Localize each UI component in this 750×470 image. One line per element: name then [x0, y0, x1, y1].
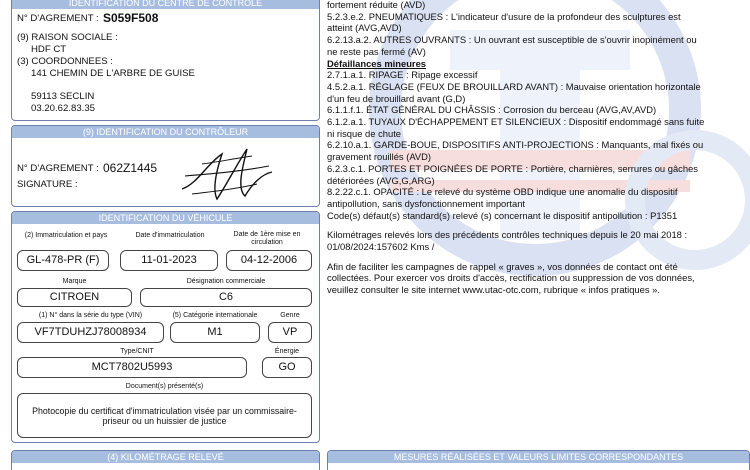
- controleur-header: (9) IDENTIFICATION DU CONTRÔLEUR: [12, 126, 319, 138]
- centre-agrement-label: N° D'AGREMENT :: [17, 13, 99, 24]
- immat-label: (2) Immatriculation et pays: [24, 232, 108, 239]
- vehicule-header: IDENTIFICATION DU VÉHICULE: [12, 212, 319, 224]
- controleur-panel: [11, 125, 320, 207]
- categorie-label: (5) Catégorie internationale: [172, 312, 258, 319]
- minor-defect-line: 6.2.10.a.1. GARDE-BOUE, DISPOSITIFS ANTI-PROJECTIONS : Manquants, mal fixés ou: [327, 139, 704, 151]
- marque-label: Marque: [62, 278, 87, 285]
- kilometrage-panel: [11, 450, 320, 470]
- centre-agrement-value: S059F508: [103, 11, 159, 25]
- documents-label: Document(s) présenté(s): [125, 383, 204, 390]
- controleur-agrement-value: 062Z1445: [103, 161, 158, 175]
- date-circ-value: 04-12-2006: [226, 250, 312, 271]
- designation-label: Désignation commerciale: [186, 278, 266, 285]
- rappel-line: Afin de faciliter les campagnes de rappel « graves », vos données de contact ont été: [327, 260, 678, 272]
- date-immat-value: 11-01-2023: [120, 250, 218, 271]
- km-history-line-2: 01/08/2024:157602 Kms /: [327, 241, 435, 253]
- km-history-line-1: Kilométrages relevés lors des précédents contrôles techniques depuis le 20 mai 2018 :: [327, 229, 688, 241]
- mesures-header: MESURES RÉALISÉES ET VALEURS LIMITES CORRESPONDANTES: [328, 451, 749, 463]
- defect-line: 5.2.3.e.2. PNEUMATIQUES : L'indicateur d'usure de la profondeur des sculptures est: [327, 10, 681, 22]
- mesures-panel: [327, 450, 750, 470]
- minor-defects-title: Défaillances mineures: [327, 57, 427, 69]
- signature-image: [177, 144, 277, 204]
- minor-defect-line: 4.5.2.a.1. RÉGLAGE (FEUX DE BROUILLARD AVANT) : Mauvaise orientation horizontale: [327, 80, 701, 92]
- energie-label: Énergie: [274, 348, 300, 355]
- vin-value: VF7TDUHZJ78008934: [17, 322, 164, 343]
- kilometrage-header: (4) KILOMÉTRAGE RELEVÉ: [12, 451, 319, 463]
- marque-value: CITROEN: [17, 288, 132, 307]
- minor-defect-line: 8.2.22.c.1. OPACITÉ : Le relevé du système OBD indique une anomalie du dispositif: [327, 186, 678, 198]
- defect-line: 6.2.13.a.2. AUTRES OUVRANTS : Un ouvrant est susceptible de s'ouvrir inopinément ou: [327, 34, 697, 46]
- rappel-line: veuillez consulter le site internet www.utac-otc.com, rubrique « infos pratiques ».: [327, 284, 660, 296]
- minor-defect-line: 2.7.1.a.1. RIPAGE : Ripage excessif: [327, 69, 478, 81]
- defect-line: ne reste pas fermé (AV): [327, 45, 426, 57]
- type-value: MCT7802U5993: [17, 357, 247, 378]
- phone: 03.20.62.83.35: [31, 103, 96, 114]
- rappel-line: collectées. Pour exercer vos droits d'accès, rectification ou suppression de vos données,: [327, 272, 695, 284]
- vehicule-panel: [11, 211, 320, 443]
- raison-sociale-value: HDF CT: [31, 44, 67, 55]
- centre-header: IDENTIFICATION DU CENTRE DE CONTROLE: [12, 0, 319, 9]
- documents-value: Photocopie du certificat d'immatriculation visée par un commissaire-priseur ou un huissier de justice: [17, 393, 312, 438]
- minor-defect-line: d'un feu de brouillard avant (G,D): [327, 92, 466, 104]
- minor-defect-line: 6.1.2.a.1. TUYAUX D'ÉCHAPPEMENT ET SILENCIEUX : Dispositif endommagé sans fuite: [327, 116, 705, 128]
- defect-line: atteint (AVG,AVD): [327, 22, 402, 34]
- coordonnees-label: (3) COORDONNEES :: [17, 56, 113, 67]
- date-circ-label: Date de 1ère mise en circulation: [233, 231, 301, 246]
- minor-defect-line: antipollution, sans dysfonctionnement important: [327, 197, 526, 209]
- signature-label: SIGNATURE :: [17, 179, 78, 190]
- designation-value: C6: [140, 288, 312, 307]
- type-label: Type/CNIT: [120, 348, 154, 355]
- minor-defect-line: détériorées (AVG,G,ARG): [327, 174, 435, 186]
- controleur-agrement-label: N° D'AGREMENT :: [17, 163, 99, 174]
- energie-value: GO: [262, 357, 312, 378]
- minor-defect-line: 6.1.1.f.1. ÉTAT GÉNÉRAL DU CHÂSSIS : Corrosion du berceau (AVG,AV,AVD): [327, 104, 657, 116]
- genre-label: Genre: [280, 312, 300, 319]
- address-line-2: 59113 SECLIN: [31, 91, 95, 102]
- immat-value: GL-478-PR (F): [17, 250, 109, 271]
- centre-panel: [11, 0, 320, 121]
- defect-line: fortement réduite (AVD): [327, 0, 426, 10]
- minor-defect-line: gravement rouillés (AVD): [327, 151, 432, 163]
- address-line-1: 141 CHEMIN DE L'ARBRE DE GUISE: [31, 68, 195, 79]
- date-immat-label: Date d'immatriculation: [135, 232, 205, 239]
- genre-value: VP: [268, 322, 312, 343]
- raison-sociale-label: (9) RAISON SOCIALE :: [17, 32, 118, 43]
- minor-defect-line: Code(s) défaut(s) standard(s) relevé (s) concernant le dispositif antipollution : P1351: [327, 209, 678, 221]
- minor-defect-line: ni risque de chute: [327, 127, 402, 139]
- categorie-value: M1: [170, 322, 260, 343]
- defects-block: [327, 0, 750, 296]
- minor-defect-line: 6.2.3.c.1. PORTES ET POIGNÉES DE PORTE : Portière, charnières, serrures ou gâches: [327, 162, 698, 174]
- vin-label: (1) N° dans la série du type (VIN): [38, 312, 143, 319]
